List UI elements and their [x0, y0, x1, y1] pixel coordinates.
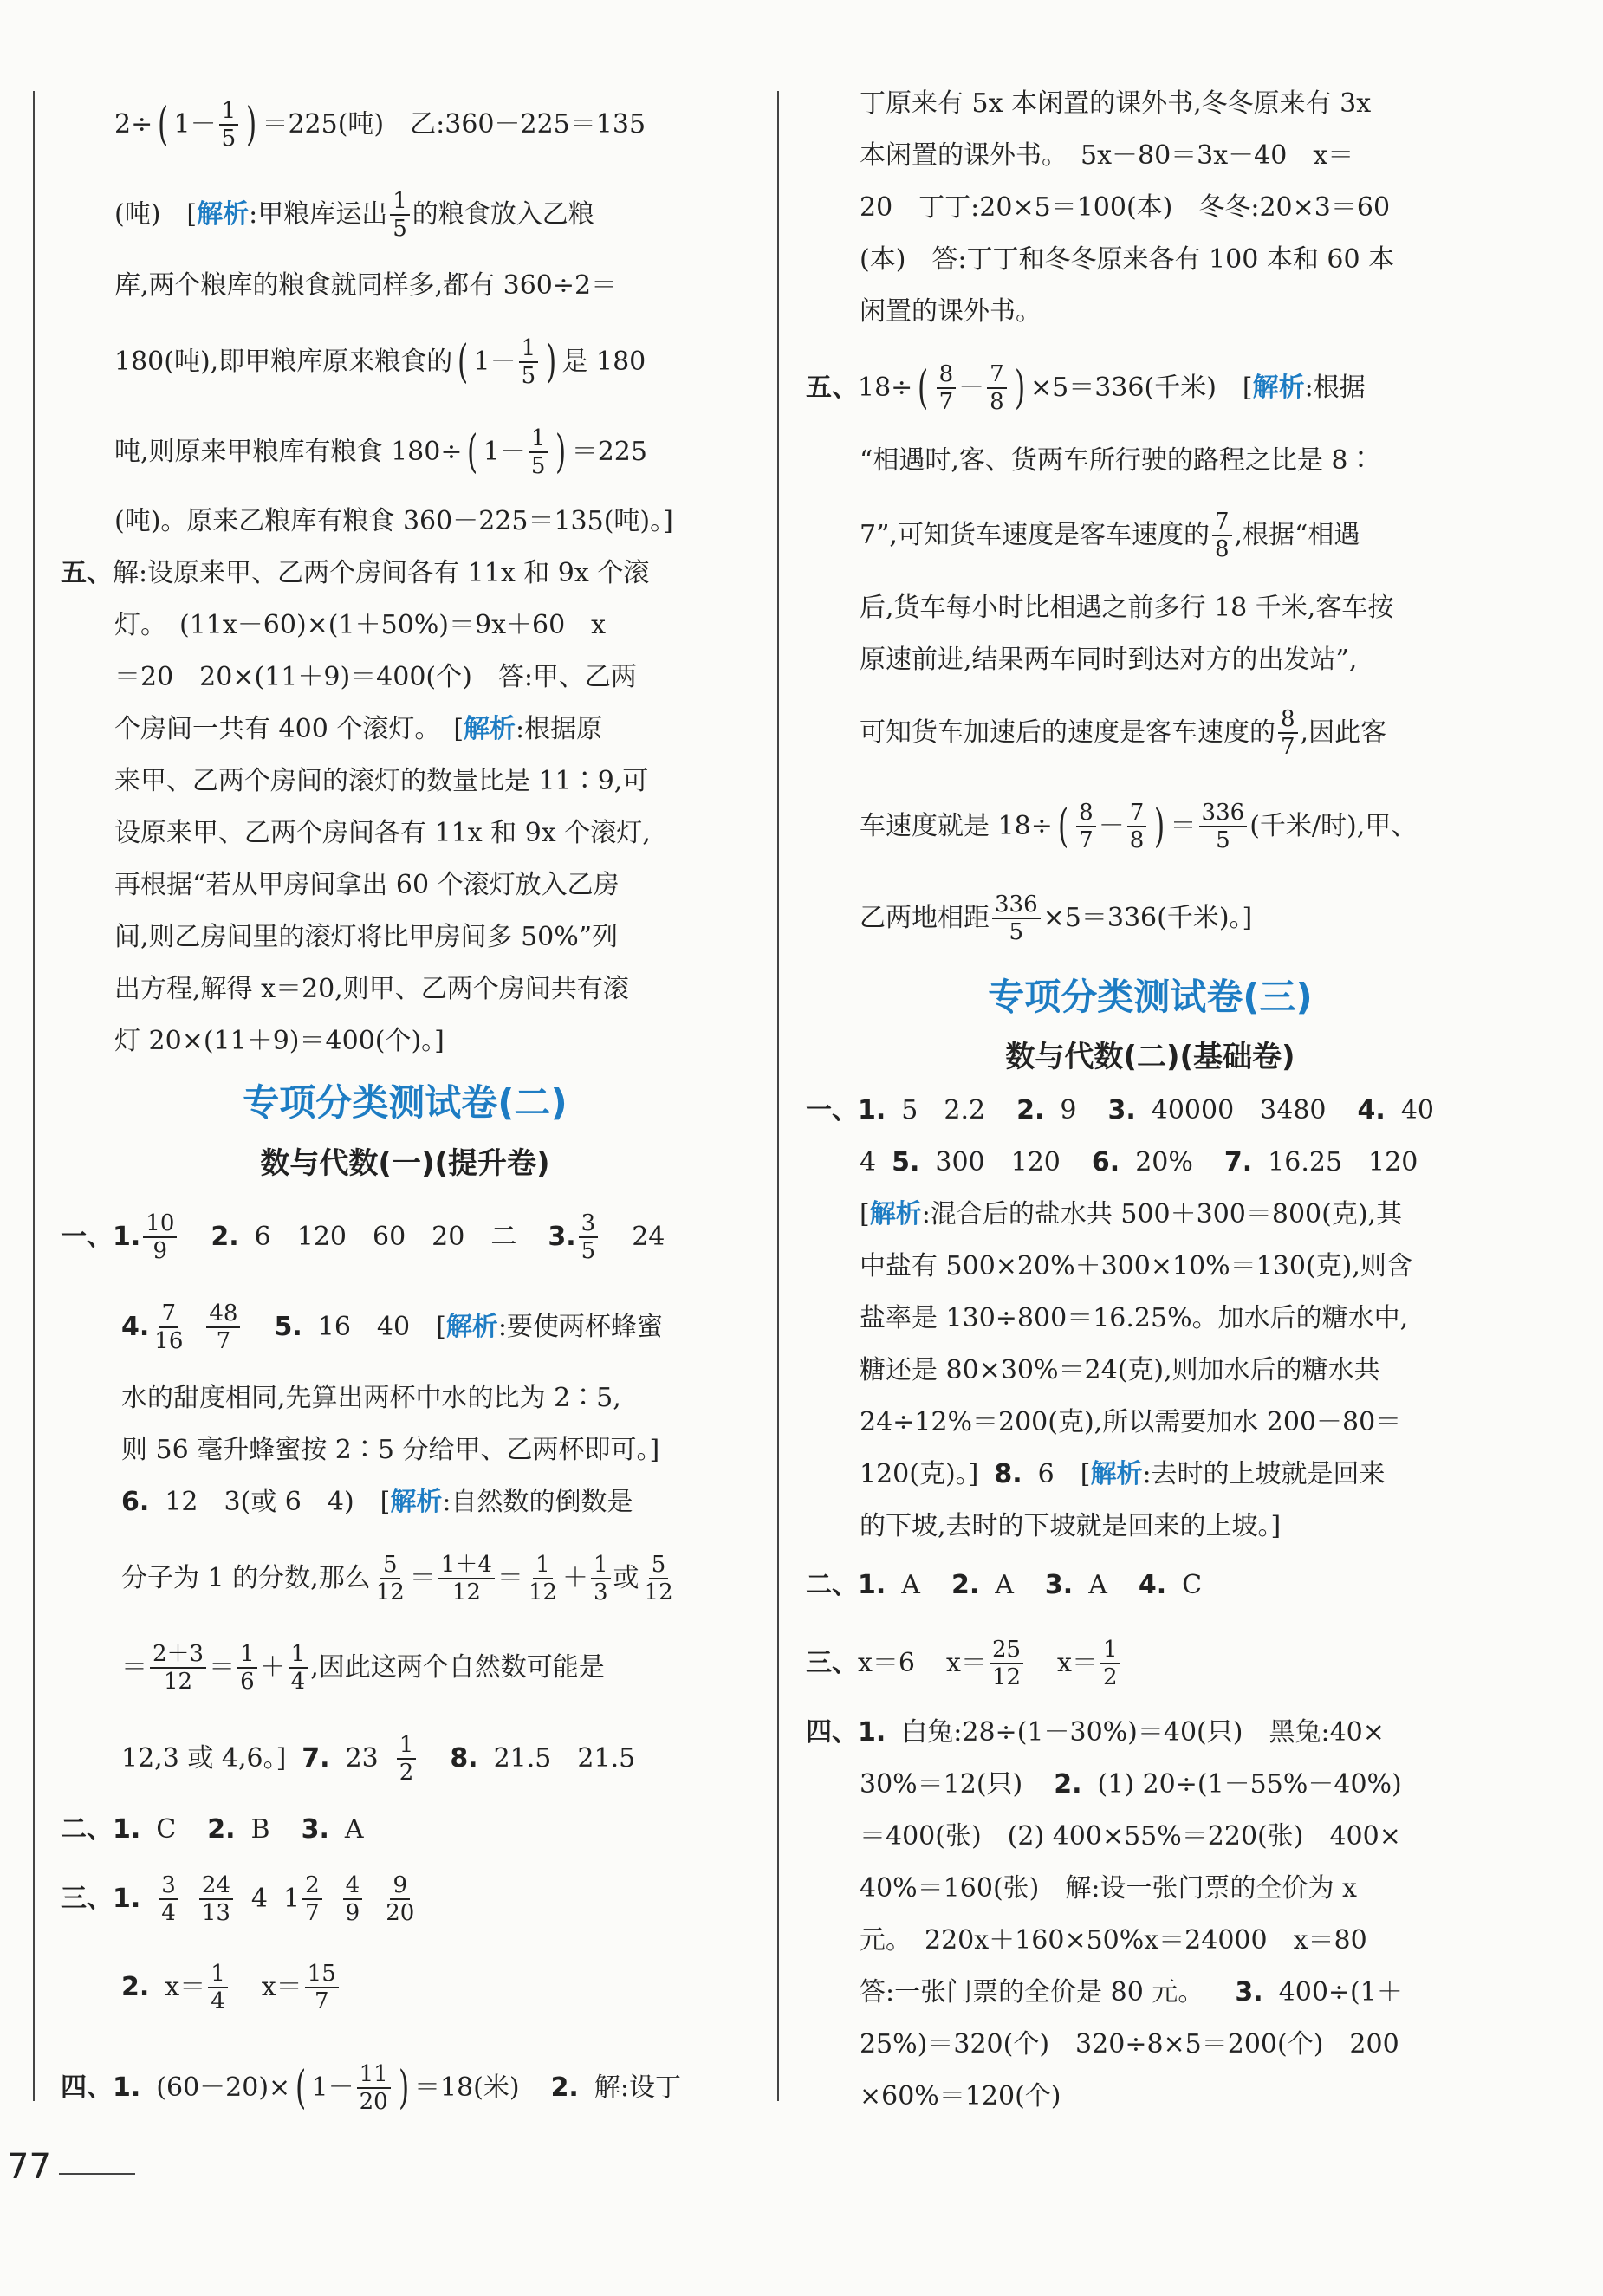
answer-line: [ 解析 :混合后的盐水共 500＋300＝800(克),其: [860, 1189, 1402, 1241]
section-title: 专项分类测试卷(三): [988, 976, 1313, 1018]
answer-line: 乙两地相距 $\frac{336}{5}$ ×5＝336(千米)。]: [860, 892, 1253, 945]
answer-line: 原速前进,结果两车同时到达对方的出发站”,: [860, 645, 1358, 675]
answer-line: 元。 220x＋160×50%x＝24000 x＝80: [860, 1925, 1367, 1955]
section-title: 专项分类测试卷(二): [243, 1081, 568, 1124]
answer-line: 库,两个粮库的粮食就同样多,都有 360÷2＝: [114, 270, 618, 301]
answer-line: (本) 答:丁丁和冬冬原来各有 100 本和 60 本: [860, 244, 1395, 275]
answer-line: 三、 1. $\frac{3}{4}$ $\frac{24}{13}$ 4 1 $\frac{2}{7}$ $\frac{4}{9}$ $\frac{9}{20}$: [61, 1872, 415, 1926]
answer-line: 五、 解:设原来甲、乙两个房间各有 11x 和 9x 个滚: [61, 558, 650, 588]
answer-line: 中盐有 500×20%＋300×10%＝130(克),则含: [860, 1251, 1412, 1281]
answer-line: 车速度就是 18÷ ( $\frac{8}{7}$ － $\frac{7}{8}$ ) ＝ $\frac{336}{5}$ (千米/时),甲、: [860, 800, 1418, 853]
answer-line: 2. x＝ $\frac{1}{4}$ x＝ $\frac{15}{7}$: [121, 1962, 341, 2014]
answer-line: 4. $\frac{7}{16}$ $\frac{48}{7}$ 5. 16 40 [ 解析 :要使两杯蜂蜜: [121, 1300, 663, 1354]
answer-line: 水的甜度相同,先算出两杯中水的比为 2∶5,: [121, 1383, 621, 1413]
answer-line: 分子为 1 的分数,那么 $\frac{5}{12}$ ＝ $\frac{1+4}{12}$ ＝ $\frac{1}{12}$ ＋ $\frac{1}{3}$ 或 $\frac{5}{12}$: [121, 1552, 673, 1605]
answer-line: 丁原来有 5x 本闲置的课外书,冬冬原来有 3x: [860, 88, 1372, 119]
answer-line: 180(吨),即甲粮库原来粮食的 ( 1－ $\frac{1}{5}$ ) 是 180: [114, 335, 646, 389]
answer-line: ＝400(张) (2) 400×55%＝220(张) 400×: [860, 1821, 1401, 1852]
answer-line: 24÷12%＝200(克),所以需要加水 200－80＝: [860, 1407, 1402, 1437]
analysis-tag: 解析: [390, 1487, 443, 1517]
answer-line: 6. 12 3(或 6 4) [ 解析 :自然数的倒数是: [121, 1476, 633, 1528]
answer-line: 再根据“若从甲房间拿出 60 个滚灯放入乙房: [114, 870, 620, 900]
answer-line: 糖还是 80×30%＝24(克),则加水后的糖水共: [860, 1355, 1380, 1385]
answer-line: 一、 1. 5 2.2 2. 9 3. 40000 3480 4. 40: [806, 1095, 1434, 1125]
answer-line: 二、 1. C 2. B 3. A: [61, 1814, 364, 1845]
answer-line: 40%＝160(张) 解:设一张门票的全价为 x: [860, 1873, 1357, 1904]
answer-line: 20 丁丁:20×5＝100(本) 冬冬:20×3＝60: [860, 192, 1391, 223]
answer-line: 四、 1. 白兔:28÷(1－30%)＝40(只) 黑兔:40×: [806, 1717, 1385, 1748]
answer-line: ×60%＝120(个): [860, 2081, 1061, 2111]
answer-line: 12,3 或 4,6。] 7. 23 $\frac{1}{2}$ 8. 21.5 21.5: [121, 1732, 636, 1786]
answer-line: 则 56 毫升蜂蜜按 2∶5 分给甲、乙两杯即可。]: [121, 1435, 660, 1465]
answer-line: 灯 20×(11＋9)＝400(个)。]: [114, 1026, 445, 1056]
answer-line: 三、 x＝6 x＝ $\frac{25}{12}$ x＝ $\frac{1}{2}$: [806, 1638, 1123, 1690]
analysis-tag: 解析: [445, 1312, 498, 1342]
page-number: 77: [7, 2147, 51, 2187]
answer-line: 来甲、乙两个房间的滚灯的数量比是 11∶9,可: [114, 766, 649, 796]
answer-line: 一、 1. $\frac{10}{9}$ 2. 6 120 60 20 二 3. $\frac{3}{5}$ 24: [61, 1210, 665, 1264]
answer-line: 间,则乙房间里的滚灯将比甲房间多 50%”列: [114, 922, 619, 952]
analysis-tag: 解析: [869, 1199, 922, 1229]
answer-line: 后,货车每小时比相遇之前多行 18 千米,客车按: [860, 593, 1394, 623]
answer-line: (吨) [ 解析 :甲粮库运出 $\frac{1}{5}$ 的粮食放入乙粮: [114, 188, 594, 242]
answer-line: 五、 18÷ ( $\frac{8}{7}$ － $\frac{7}{8}$ ) ×5＝336(千米) [ 解析 :根据: [806, 361, 1366, 415]
answer-line: ＝20 20×(11＋9)＝400(个) 答:甲、乙两: [114, 662, 637, 692]
answer-line: 120(克)。] 8. 6 [ 解析 :去时的上坡就是回来: [860, 1449, 1386, 1501]
answer-line: 7”,可知货车速度是客车速度的 $\frac{7}{8}$ ,根据“相遇: [860, 509, 1360, 562]
section-subtitle: 数与代数(一)(提升卷): [260, 1146, 550, 1181]
answer-line: 四、 1. (60－20)× ( 1－ $\frac{11}{20}$ ) ＝18(米) 2. 解:设丁: [61, 2061, 681, 2115]
answer-line: “相遇时,客、货两车所行驶的路程之比是 8∶: [860, 445, 1374, 476]
answer-line: 答:一张门票的全价是 80 元。 3. 400÷(1＋: [860, 1977, 1403, 2007]
answer-line: (吨)。原来乙粮库有粮食 360－225＝135(吨)。]: [114, 506, 673, 536]
answer-line: 的下坡,去时的下坡就是回来的上坡。]: [860, 1511, 1282, 1541]
answer-line: 可知货车加速后的速度是客车速度的 $\frac{8}{7}$ ,因此客: [860, 706, 1387, 760]
analysis-tag: 解析: [1252, 373, 1305, 403]
section-subtitle: 数与代数(二)(基础卷): [1005, 1040, 1295, 1074]
answer-line: ＝ $\frac{2+3}{12}$ ＝ $\frac{1}{6}$ ＋ $\frac{1}{4}$ ,因此这两个自然数可能是: [121, 1641, 605, 1695]
answer-line: 2÷ ( 1－ $\frac{1}{5}$ ) ＝225(吨) 乙:360－225＝135: [114, 98, 646, 152]
answer-line: 本闲置的课外书。 5x－80＝3x－40 x＝: [860, 140, 1354, 171]
answer-line: 吨,则原来甲粮库有粮食 180÷ ( 1－ $\frac{1}{5}$ ) ＝225: [114, 425, 647, 479]
answer-line: 闲置的课外书。: [860, 296, 1042, 327]
answer-line: 25%)＝320(个) 320÷8×5＝200(个) 200: [860, 2029, 1399, 2059]
answer-line: 个房间一共有 400 个滚灯。 [ 解析 :根据原: [114, 704, 602, 756]
analysis-tag: 解析: [464, 714, 516, 744]
answer-line: 设原来甲、乙两个房间各有 11x 和 9x 个滚灯,: [114, 818, 651, 848]
answer-line: 30%＝12(只) 2. (1) 20÷(1－55%－40%): [860, 1769, 1402, 1800]
answer-line: 二、 1. A 2. A 3. A 4. C: [806, 1570, 1203, 1600]
answer-line: 盐率是 130÷800＝16.25%。加水后的糖水中,: [860, 1303, 1409, 1333]
answer-line: 出方程,解得 x＝20,则甲、乙两个房间共有滚: [114, 974, 629, 1004]
analysis-tag: 解析: [197, 199, 250, 230]
column-divider: [777, 91, 779, 2101]
page-number-rule: [59, 2173, 135, 2175]
answer-line: 4 5. 300 120 6. 20% 7. 16.25 120: [860, 1147, 1418, 1177]
answer-line: 灯。 (11x－60)×(1＋50%)＝9x＋60 x: [114, 610, 607, 640]
margin-rule: [33, 91, 35, 2101]
analysis-tag: 解析: [1090, 1459, 1143, 1489]
